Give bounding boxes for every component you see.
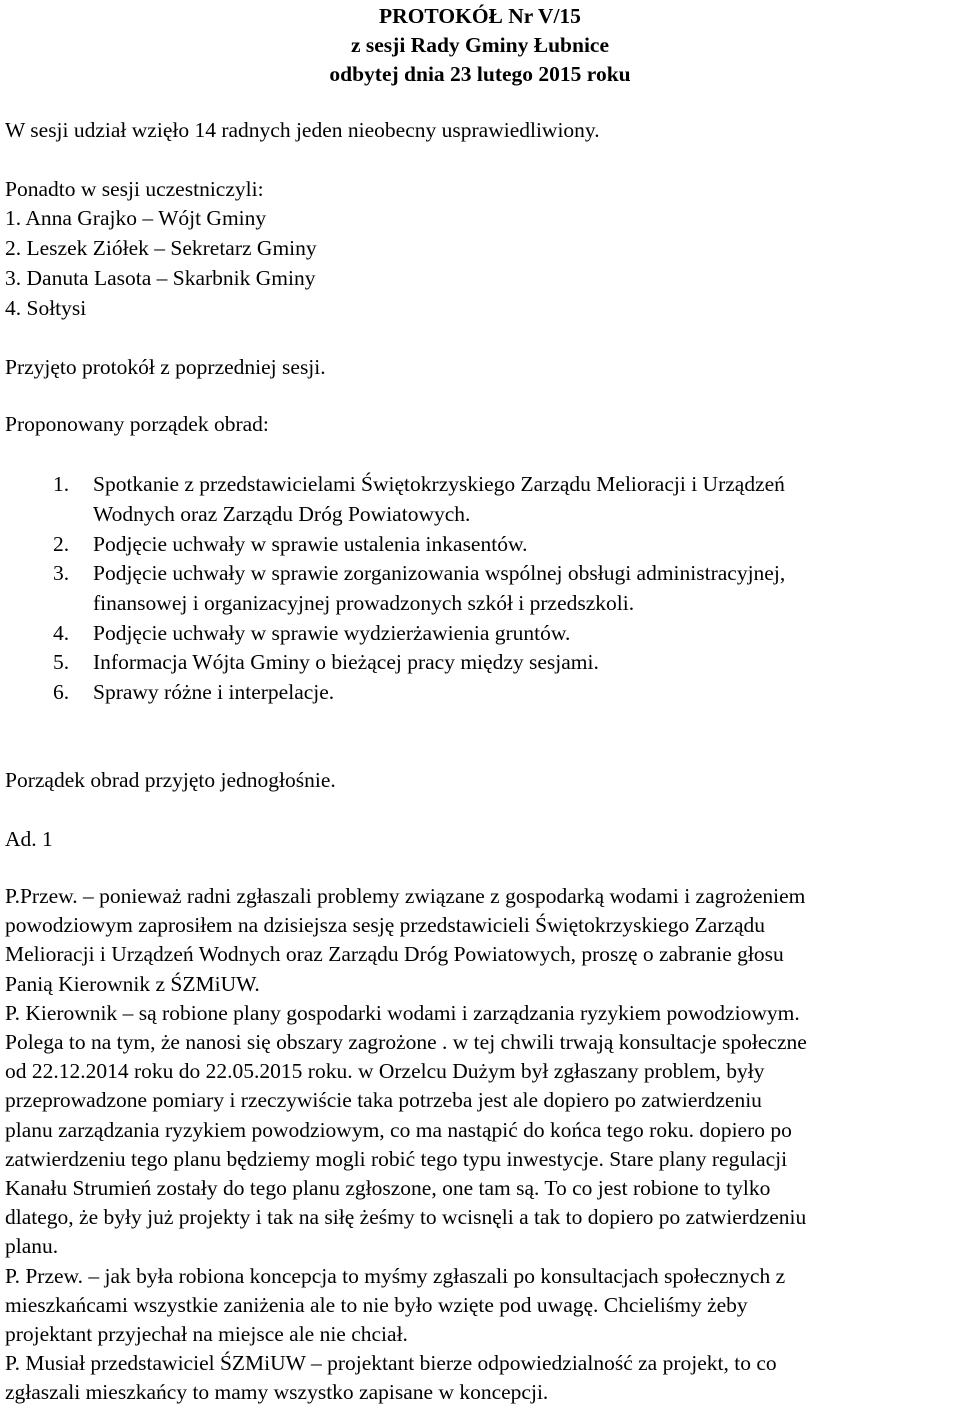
agenda-item-number: 2. xyxy=(53,532,70,556)
body-line: od 22.12.2014 roku do 22.05.2015 roku. w Orzelcu Dużym był zgłaszany problem, były xyxy=(5,1059,765,1084)
title-line-2: z sesji Rady Gminy Łubnice xyxy=(350,33,610,57)
participant-item: 4. Sołtysi xyxy=(5,296,87,320)
body-line: P.Przew. – ponieważ radni zgłaszali problemy związane z gospodarką wodami i zagrożeniem xyxy=(5,884,806,908)
agenda-item-number: 6. xyxy=(53,680,70,704)
participants-heading: Ponadto w sesji uczestniczyli: xyxy=(5,177,264,201)
body-line: Panią Kierownik z ŚZMiUW. xyxy=(5,971,260,996)
agenda-item-number: 4. xyxy=(53,621,70,645)
agenda-item-number: 1. xyxy=(53,472,70,496)
body-line: dlatego, że były już projekty i tak na siłę żeśmy to wcisnęli a tak to dopiero po zatwierdzeniu xyxy=(5,1205,807,1230)
body-line: powodziowym zaprosiłem na dzisiejsza sesję przedstawicieli Świętokrzyskiego Zarządu xyxy=(5,913,766,938)
body-line: Polega to na tym, że nanosi się obszary zagrożone . w tej chwili trwają konsultacje społeczne xyxy=(5,1030,807,1055)
agenda-item-text: finansowej i organizacyjnej prowadzonych szkół i przedszkoli. xyxy=(93,591,635,615)
body-line: P. Przew. – jak była robiona koncepcja to myśmy zgłaszali po konsultacjach społecznych z xyxy=(5,1263,786,1288)
participant-item: 2. Leszek Ziółek – Sekretarz Gminy xyxy=(5,236,317,260)
body-line: P. Musiał przedstawiciel ŚZMiUW – projektant bierze odpowiedzialność za projekt, to co xyxy=(5,1351,777,1376)
minutes-body xyxy=(5,882,957,1408)
body-line: P. Kierownik – są robione plany gospodarki wodami i zarządzania ryzykiem powodziowym. xyxy=(5,1000,800,1025)
previous-protocol-text: Przyjęto protokół z poprzedniej sesji. xyxy=(5,355,326,379)
body-line: zgłaszali mieszkańcy to mamy wszystko zapisane w koncepcji. xyxy=(5,1380,549,1405)
title-line-3: odbytej dnia 23 lutego 2015 roku xyxy=(329,62,631,86)
body-line: Melioracji i Urządzeń Wodnych oraz Zarządu Dróg Powiatowych, proszę o zabranie głosu xyxy=(5,942,784,967)
agenda-item-text: Informacja Wójta Gminy o bieżącej pracy między sesjami. xyxy=(93,650,599,674)
agenda-item-text: Podjęcie uchwały w sprawie zorganizowania wspólnej obsługi administracyjnej, xyxy=(93,561,786,585)
attendance-text: W sesji udział wzięło 14 radnych jeden nieobecny usprawiedliwiony. xyxy=(5,118,600,142)
agenda-heading: Proponowany porządek obrad: xyxy=(5,412,269,436)
section-heading: Ad. 1 xyxy=(5,827,53,851)
agenda-item-number: 3. xyxy=(53,561,70,585)
body-line: projektant przyjechał na miejsce ale nie chciał. xyxy=(5,1322,408,1347)
agenda-item-text: Spotkanie z przedstawicielami Świętokrzyskiego Zarządu Melioracji i Urządzeń xyxy=(93,472,785,496)
agenda-accepted-text: Porządek obrad przyjęto jednogłośnie. xyxy=(5,768,336,792)
participant-item: 1. Anna Grajko – Wójt Gminy xyxy=(5,206,267,230)
agenda-item-text: Sprawy różne i interpelacje. xyxy=(93,680,335,704)
title-line-1: PROTOKÓŁ Nr V/15 xyxy=(379,4,581,28)
agenda-item-text: Podjęcie uchwały w sprawie wydzierżawienia gruntów. xyxy=(93,621,571,645)
document-title xyxy=(0,2,960,89)
body-line: mieszkańcami wszystkie zaniżenia ale to nie było wzięte pod uwagę. Chcieliśmy żeby xyxy=(5,1292,748,1317)
participant-item: 3. Danuta Lasota – Skarbnik Gminy xyxy=(5,266,316,290)
body-line: planu zarządzania ryzykiem powodziowym, co ma nastąpić do końca tego roku. dopiero po xyxy=(5,1117,792,1142)
body-line: zatwierdzeniu tego planu będziemy mogli robić tego typu inwestycje. Stare plany regulacji xyxy=(5,1146,788,1171)
agenda-item-number: 5. xyxy=(53,650,70,674)
body-line: przeprowadzone pomiary i rzeczywiście taka potrzeba jest ale dopiero po zatwierdzeniu xyxy=(5,1088,762,1113)
agenda-item-text: Podjęcie uchwały w sprawie ustalenia inkasentów. xyxy=(93,532,528,556)
agenda-item-text: Wodnych oraz Zarządu Dróg Powiatowych. xyxy=(93,502,471,526)
body-line: planu. xyxy=(5,1234,59,1259)
body-line: Kanału Strumień zostały do tego planu zgłoszone, one tam są. To co jest robione to tylko xyxy=(5,1176,771,1201)
